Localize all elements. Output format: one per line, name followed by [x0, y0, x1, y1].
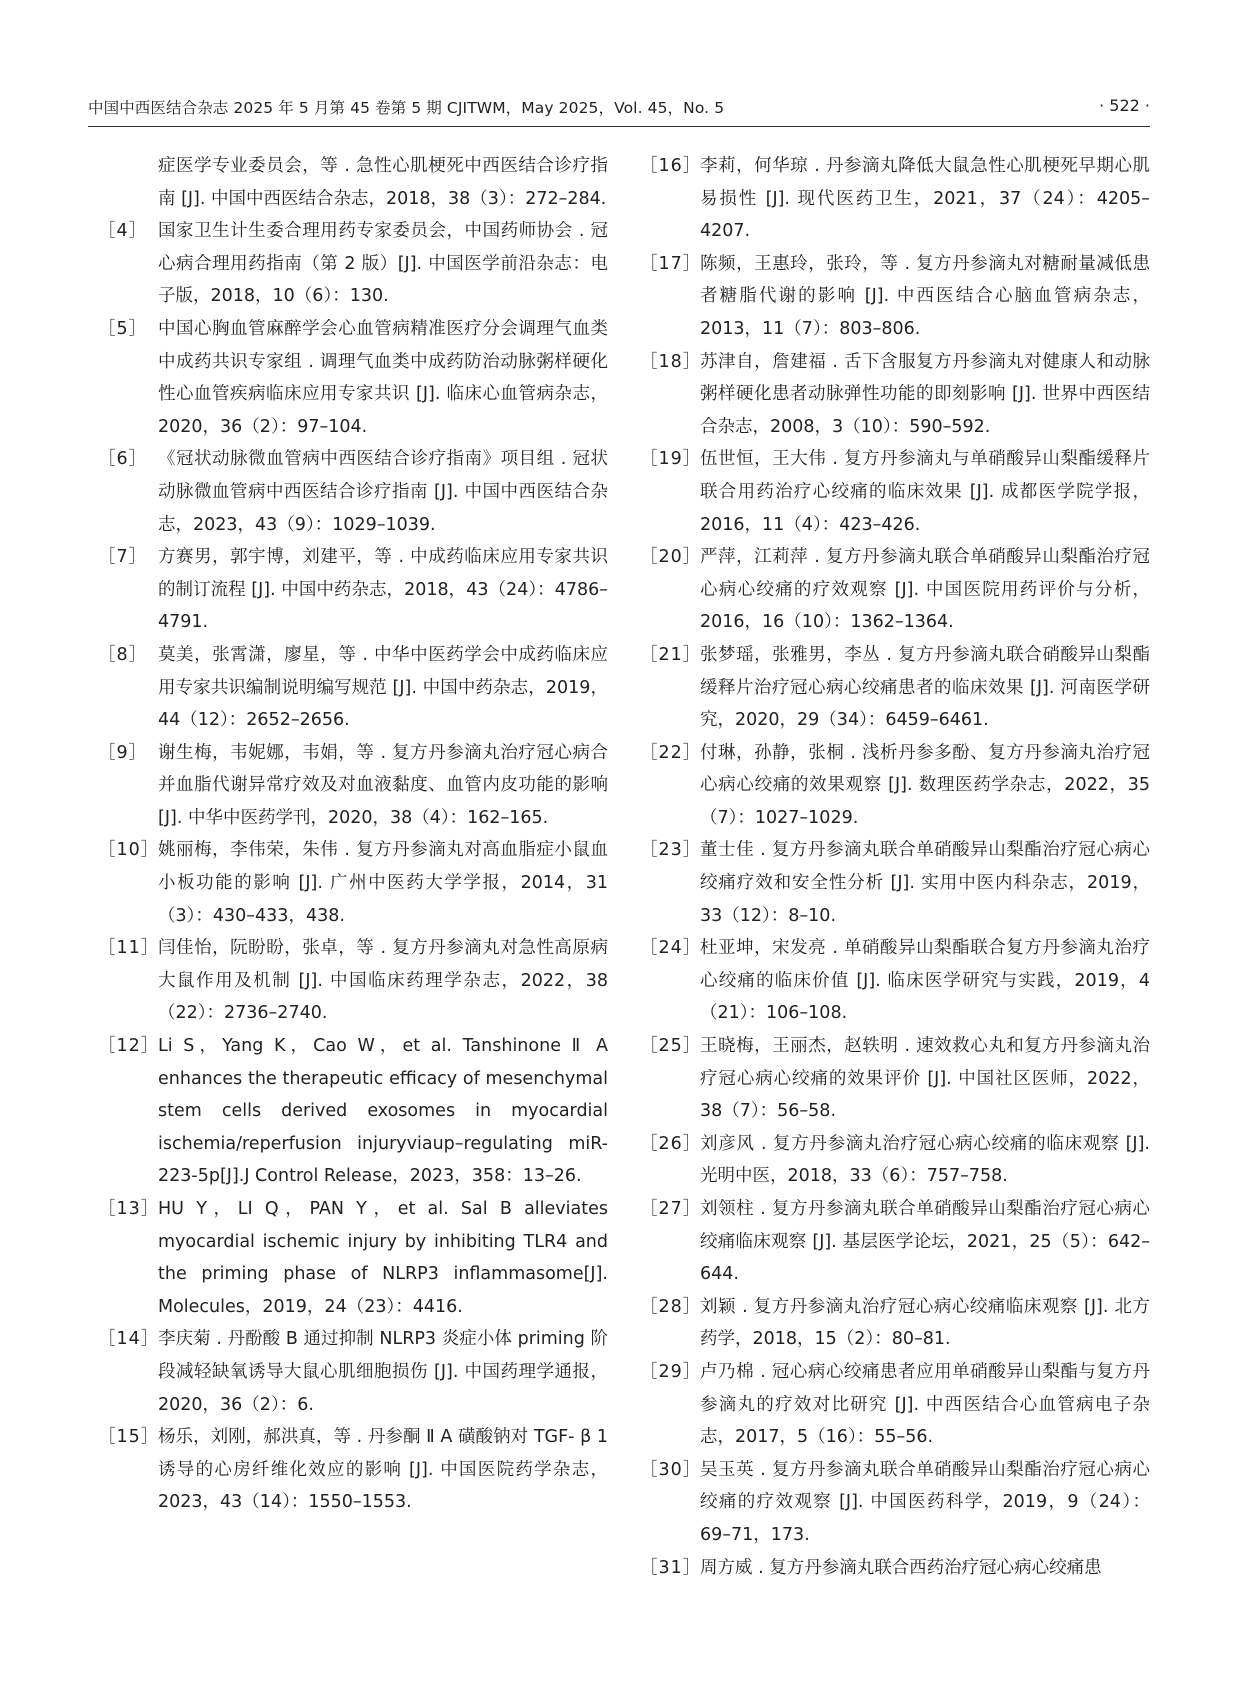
reference-number: ［16］: [640, 156, 702, 176]
page-header: [88, 96, 1150, 124]
reference-number: ［6］: [98, 449, 148, 470]
reference-text: 《冠状动脉微血管病中西医结合诊疗指南》项目组 . 冠状动脉微血管病中西医结合诊疗指南 [J]. 中国中西医结合杂志，2023，43（9）：1029–1039.: [158, 449, 608, 535]
reference-item: [630, 1193, 1150, 1291]
reference-item: [88, 215, 608, 313]
reference-number: ［9］: [98, 742, 148, 763]
reference-item: [88, 1193, 608, 1323]
reference-text: 卢乃棉 . 冠心病心绞痛患者应用单硝酸异山梨酯与复方丹参滴丸的疗效对比研究 [J]. 中西医结合心血管病电子杂志，2017，5（16）：55–56.: [700, 1361, 1150, 1448]
reference-text: 付琳，孙静，张桐 . 浅析丹参多酚、复方丹参滴丸治疗冠心病心绞痛的效果观察 [J]. 数理医药学杂志，2022，35（7）：1027–1029.: [700, 742, 1150, 828]
reference-number: ［7］: [98, 547, 148, 568]
reference-text: 陈频，王惠玲，张玲，等 . 复方丹参滴丸对糖耐量减低患者糖脂代谢的影响 [J]. 中西医结合心脑血管病杂志，2013，11（7）：803–806.: [700, 253, 1150, 339]
reference-item: [630, 1454, 1150, 1552]
reference-text: 伍世恒，王大伟 . 复方丹参滴丸与单硝酸异山梨酯缓释片联合用药治疗心绞痛的临床效果 [J]. 成都医学院学报，2016，11（4）：423–426.: [700, 449, 1150, 535]
reference-item: [88, 443, 608, 541]
reference-item: [630, 639, 1150, 737]
reference-number: ［14］: [98, 1329, 160, 1350]
reference-text: 张梦瑶，张雅男，李丛 . 复方丹参滴丸联合硝酸异山梨酯缓释片治疗冠心病心绞痛患者的临床效果 [J]. 河南医学研究，2020，29（34）：6459–6461.: [700, 644, 1150, 731]
reference-number: ［8］: [98, 644, 148, 665]
reference-number: ［31］: [640, 1557, 702, 1578]
reference-text: 方赛男，郭宇博，刘建平，等 . 中成药临床应用专家共识的制订流程 [J]. 中国中药杂志，2018，43（24）：4786–4791.: [158, 547, 608, 633]
reference-item: [630, 248, 1150, 346]
reference-item: [630, 1356, 1150, 1454]
reference-number: ［5］: [98, 318, 148, 339]
reference-item: [630, 443, 1150, 541]
reference-item: [630, 150, 1150, 248]
reference-item: [630, 346, 1150, 444]
reference-number: ［4］: [98, 221, 148, 242]
header-rule: [88, 126, 1150, 127]
reference-text: 杜亚坤，宋发亮 . 单硝酸异山梨酯联合复方丹参滴丸治疗心绞痛的临床价值 [J]. 临床医学研究与实践，2019，4（21）：106–108.: [700, 938, 1150, 1024]
reference-text: Li S，Yang K，Cao W，et al. Tanshinone Ⅱ A enhances the therapeutic efficacy of mesenchymal stem cells derived exosomes in myocardial ischemia/reperfusion injuryviaup–regulating miR-223-5p[J].J Control Release，2023，358：13–26.: [158, 1036, 608, 1187]
reference-number: ［30］: [640, 1459, 702, 1480]
reference-item: [630, 737, 1150, 835]
reference-text: 莫美，张霄潇，廖星，等 . 中华中医药学会中成药临床应用专家共识编制说明编写规范 [J]. 中国中药杂志，2019，44（12）：2652–2656.: [158, 644, 608, 731]
reference-item: [88, 541, 608, 639]
reference-item: [88, 150, 608, 215]
reference-text: 刘颖 . 复方丹参滴丸治疗冠心病心绞痛临床观察 [J]. 北方药学，2018，15（2）：80–81.: [700, 1296, 1150, 1350]
reference-number: ［22］: [640, 742, 702, 763]
reference-text: 周方威 . 复方丹参滴丸联合西药治疗冠心病心绞痛患: [700, 1557, 1102, 1578]
reference-text: 李庆菊 . 丹酚酸 B 通过抑制 NLRP3 炎症小体 priming 阶段减轻缺氧诱导大鼠心肌细胞损伤 [J]. 中国药理学通报，2020，36（2）：6.: [158, 1329, 608, 1415]
reference-column-right: [630, 150, 1150, 1584]
reference-number: ［29］: [640, 1361, 702, 1382]
reference-text: 中国心胸血管麻醉学会心血管病精准医疗分会调理气血类中成药共识专家组 . 调理气血类中成药防治动脉粥样硬化性心血管疾病临床应用专家共识 [J]. 临床心血管病杂志，2020，36（2）：97–104.: [158, 318, 608, 437]
reference-item: [630, 932, 1150, 1030]
reference-item: [88, 834, 608, 932]
reference-text: 严萍，江莉萍 . 复方丹参滴丸联合单硝酸异山梨酯治疗冠心病心绞痛的疗效观察 [J]. 中国医院用药评价与分析，2016，16（10）：1362–1364.: [700, 547, 1150, 633]
reference-number: ［11］: [98, 938, 160, 959]
reference-item: [630, 1128, 1150, 1193]
reference-text: 王晓梅，王丽杰，赵轶明 . 速效救心丸和复方丹参滴丸治疗冠心病心绞痛的效果评价 [J]. 中国社区医师，2022，38（7）：56–58.: [700, 1036, 1150, 1122]
reference-number: ［27］: [640, 1199, 702, 1219]
reference-text: 刘领柱 . 复方丹参滴丸联合单硝酸异山梨酯治疗冠心病心绞痛临床观察 [J]. 基层医学论坛，2021，25（5）：642–644.: [700, 1199, 1150, 1285]
reference-text: 杨乐，刘刚，郝洪真，等 . 丹参酮 Ⅱ A 磺酸钠对 TGF- β 1 诱导的心房纤维化效应的影响 [J]. 中国医院药学杂志，2023，43（14）：1550–1553.: [158, 1427, 608, 1513]
reference-text: 李莉，何华琼 . 丹参滴丸降低大鼠急性心肌梗死早期心肌易损性 [J]. 现代医药卫生，2021，37（24）：4205–4207.: [700, 156, 1150, 242]
reference-item: [88, 1323, 608, 1421]
reference-item: [630, 541, 1150, 639]
reference-item: [88, 1421, 608, 1519]
reference-number: ［17］: [640, 253, 702, 274]
reference-text: 吴玉英 . 复方丹参滴丸联合单硝酸异山梨酯治疗冠心病心绞痛的疗效观察 [J]. 中国医药科学，2019，9（24）：69–71，173.: [700, 1459, 1150, 1545]
reference-number: ［21］: [640, 644, 702, 665]
reference-item: [88, 1030, 608, 1193]
reference-text: HU Y，LI Q，PAN Y，et al. Sal B alleviates myocardial ischemic injury by inhibiting TLR4 and the priming phase of NLRP3 inflammasome[J]. Molecules，2019，24（23）：4416.: [158, 1199, 608, 1317]
reference-text: 谢生梅，韦妮娜，韦娟，等 . 复方丹参滴丸治疗冠心病合并血脂代谢异常疗效及对血液黏度、血管内皮功能的影响 [J]. 中华中医药学刊，2020，38（4）：162–165.: [158, 742, 608, 828]
reference-text: 刘彦风 . 复方丹参滴丸治疗冠心病心绞痛的临床观察 [J]. 光明中医，2018，33（6）：757–758.: [700, 1133, 1150, 1187]
reference-item: [88, 639, 608, 737]
reference-item: [630, 1030, 1150, 1128]
reference-number: ［28］: [640, 1296, 702, 1317]
reference-item: [88, 932, 608, 1030]
reference-number: ［23］: [640, 840, 702, 861]
reference-number: ［19］: [640, 449, 702, 470]
reference-text: 苏津自，詹建福 . 舌下含服复方丹参滴丸对健康人和动脉粥样硬化患者动脉弹性功能的即刻影响 [J]. 世界中西医结合杂志，2008，3（10）：590–592.: [700, 351, 1150, 437]
reference-item: [88, 737, 608, 835]
reference-column-left: [88, 150, 608, 1519]
reference-number: ［25］: [640, 1036, 702, 1057]
reference-item: [630, 834, 1150, 932]
reference-number: ［24］: [640, 938, 702, 959]
reference-number: ［18］: [640, 351, 702, 372]
reference-number: ［15］: [98, 1427, 160, 1448]
reference-text: 董士佳 . 复方丹参滴丸联合单硝酸异山梨酯治疗冠心病心绞痛疗效和安全性分析 [J]. 实用中医内科杂志，2019，33（12）：8–10.: [700, 840, 1150, 926]
page-number: · 522 ·: [1099, 96, 1150, 115]
reference-item: [630, 1552, 1150, 1585]
reference-number: ［13］: [98, 1199, 160, 1219]
reference-number: ［10］: [98, 840, 160, 861]
reference-text: 闫佳怡，阮盼盼，张卓，等 . 复方丹参滴丸对急性高原病大鼠作用及机制 [J]. 中国临床药理学杂志，2022，38（22）：2736–2740.: [158, 938, 608, 1024]
reference-item: [630, 1291, 1150, 1356]
reference-text: 姚丽梅，李伟荣，朱伟 . 复方丹参滴丸对高血脂症小鼠血小板功能的影响 [J]. 广州中医药大学学报，2014，31（3）：430–433，438.: [158, 840, 608, 926]
journal-header-title: 中国中西医结合杂志 2025 年 5 月第 45 卷第 5 期 CJITWM，May 2025，Vol. 45，No. 5: [88, 99, 725, 117]
reference-item: [88, 313, 608, 443]
reference-number: ［12］: [98, 1036, 160, 1057]
reference-number: ［26］: [640, 1133, 702, 1154]
reference-number: ［20］: [640, 547, 702, 568]
reference-text: 国家卫生计生委合理用药专家委员会，中国药师协会 . 冠心病合理用药指南（第 2 版）[J]. 中国医学前沿杂志：电子版，2018，10（6）：130.: [158, 221, 608, 307]
reference-text: 症医学专业委员会，等 . 急性心肌梗死中西医结合诊疗指南 [J]. 中国中西医结合杂志，2018，38（3）：272–284.: [158, 156, 608, 209]
